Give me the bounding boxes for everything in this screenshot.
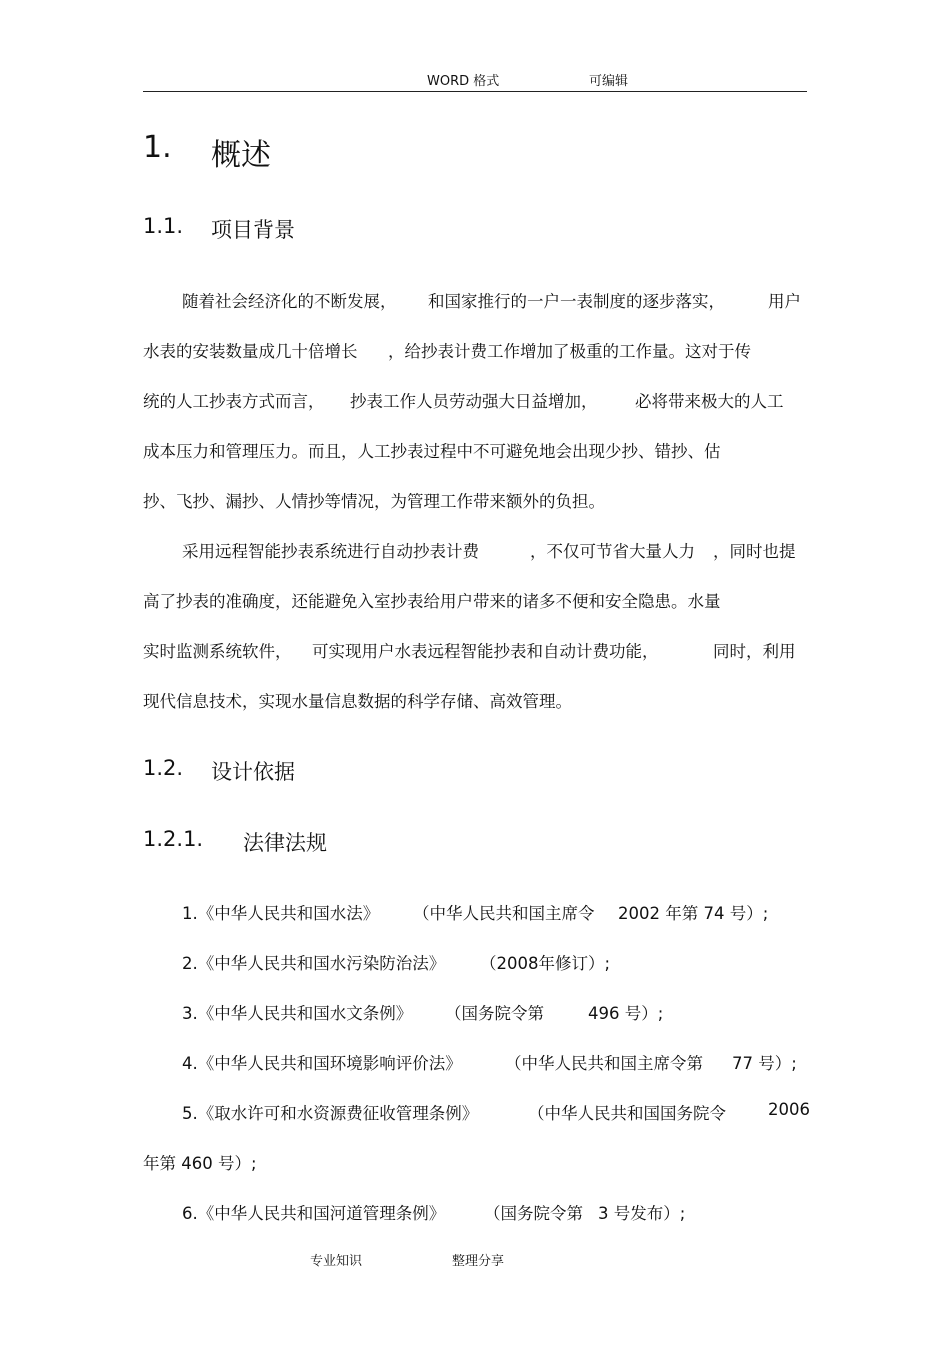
law-2-issuer: （2008年修订）;	[480, 954, 611, 973]
para2-line2: 高了抄表的准确度，还能避免入室抄表给用户带来的诸多不便和安全隐患。水量	[143, 592, 721, 611]
para2-line1-part2: ，不仅可节省大量人力	[530, 542, 695, 561]
para2-line4: 现代信息技术，实现水量信息数据的科学存储、高效管理。	[143, 692, 572, 711]
para2-line3-part2: 可实现用户水表远程智能抄表和自动计费功能，	[312, 642, 659, 661]
para1-line1-part3: 用户	[768, 292, 801, 311]
header-divider	[143, 91, 807, 92]
header-right-text: 可编辑	[589, 74, 629, 89]
law-4-number: 77 号）;	[732, 1054, 797, 1073]
law-3-title: 3.《中华人民共和国水文条例》	[182, 1004, 413, 1023]
section-1-1-title: 项目背景	[211, 218, 295, 242]
section-1-2-number: 1.2.	[143, 756, 184, 780]
section-1-2-1-title: 法律法规	[243, 831, 327, 855]
para1-line3-part2: 抄表工作人员劳动强大日益增加，	[350, 392, 598, 411]
para1-line2-part1: 水表的安装数量成几十倍增长	[143, 342, 358, 361]
law-4-issuer: （中华人民共和国主席令第	[505, 1054, 703, 1073]
section-1-title: 概述	[211, 138, 271, 173]
law-3-issuer: （国务院令第	[445, 1004, 544, 1023]
law-5-number: 年第 460 号）;	[143, 1154, 257, 1173]
para1-line1-part1: 随着社会经济化的不断发展，	[182, 292, 397, 311]
section-1-1-number: 1.1.	[143, 214, 184, 238]
law-6-title: 6.《中华人民共和国河道管理条例》	[182, 1204, 446, 1223]
law-2-title: 2.《中华人民共和国水污染防治法》	[182, 954, 446, 973]
para1-line5: 抄、飞抄、漏抄、人情抄等情况，为管理工作带来额外的负担。	[143, 492, 605, 511]
law-6-number: 3 号发布）;	[598, 1204, 686, 1223]
law-3-number: 496 号）;	[588, 1004, 664, 1023]
law-6-issuer: （国务院令第	[484, 1204, 583, 1223]
para2-line3-part3: 同时，利用	[713, 642, 796, 661]
para1-line1-part2: 和国家推行的一户一表制度的逐步落实，	[428, 292, 725, 311]
footer-right-text: 整理分享	[452, 1254, 505, 1269]
section-1-2-1-number: 1.2.1.	[143, 827, 204, 851]
para2-line1-part3: ，同时也提	[713, 542, 796, 561]
header-left-text: WORD 格式	[427, 74, 500, 89]
law-1-title: 1.《中华人民共和国水法》	[182, 904, 380, 923]
footer-left-text: 专业知识	[310, 1254, 363, 1269]
para2-line1-part1: 采用远程智能抄表系统进行自动抄表计费	[182, 542, 479, 561]
section-1-2-title: 设计依据	[211, 760, 295, 784]
para1-line3-part3: 必将带来极大的人工	[635, 392, 784, 411]
law-1-issuer: （中华人民共和国主席令	[413, 904, 595, 923]
law-5-title: 5.《取水许可和水资源费征收管理条例》	[182, 1104, 479, 1123]
para1-line3-part1: 统的人工抄表方式而言，	[143, 392, 325, 411]
para2-line3-part1: 实时监测系统软件，	[143, 642, 292, 661]
law-5-year: 2006	[768, 1100, 810, 1119]
law-1-number: 2002 年第 74 号）;	[618, 904, 769, 923]
para1-line4: 成本压力和管理压力。而且，人工抄表过程中不可避免地会出现少抄、错抄、估	[143, 442, 721, 461]
law-5-issuer: （中华人民共和国国务院令	[528, 1104, 726, 1123]
para1-line2-part2: ，给抄表计费工作增加了极重的工作量。这对于传	[388, 342, 751, 361]
section-1-number: 1.	[143, 130, 172, 165]
law-4-title: 4.《中华人民共和国环境影响评价法》	[182, 1054, 462, 1073]
